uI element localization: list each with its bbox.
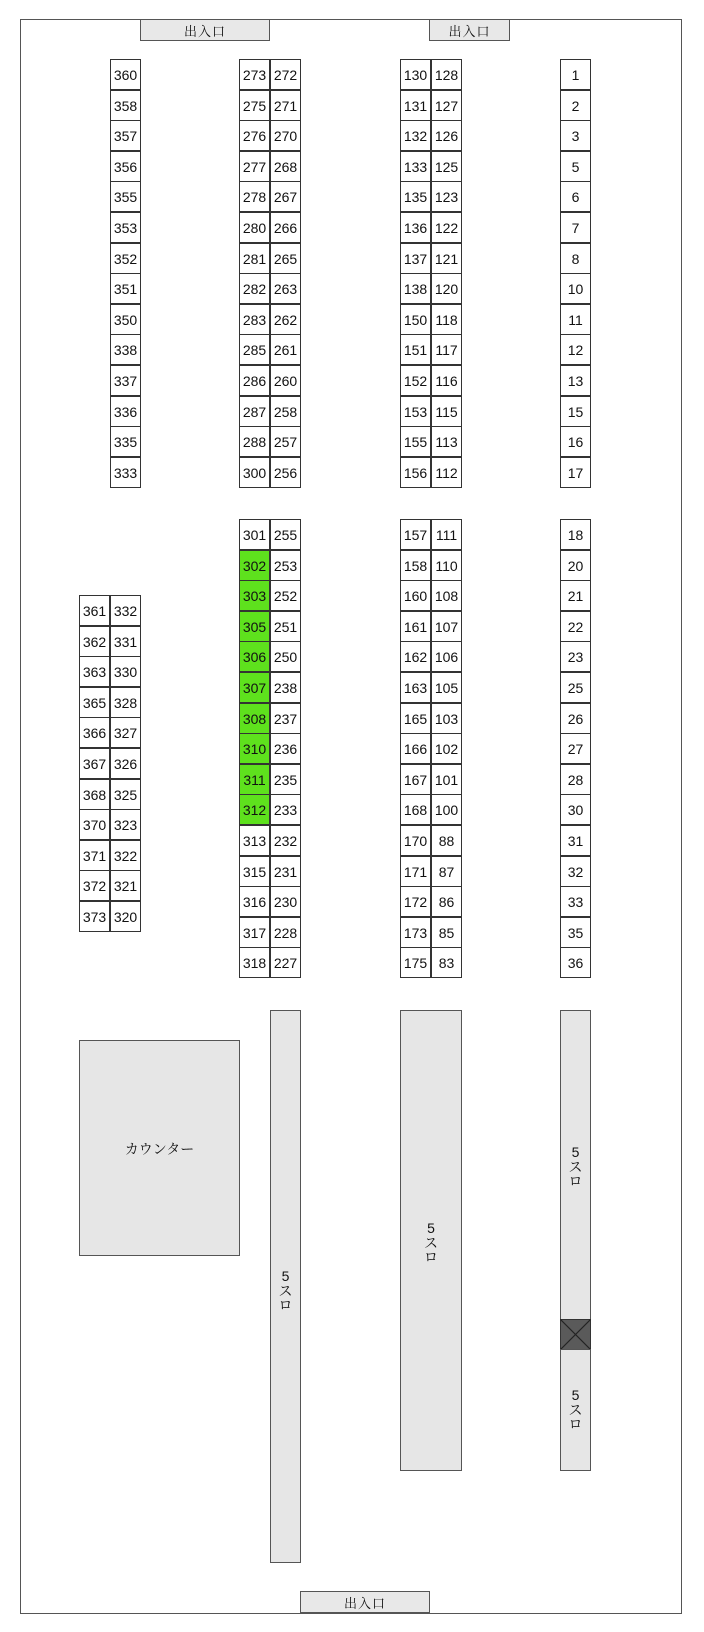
machine-318[interactable]: 318 [239, 947, 270, 978]
machine-270[interactable]: 270 [270, 120, 301, 151]
machine-317[interactable]: 317 [239, 917, 270, 948]
machine-310[interactable]: 310 [239, 733, 270, 764]
machine-236[interactable]: 236 [270, 733, 301, 764]
machine-332[interactable]: 332 [110, 595, 141, 626]
counter-label: カウンター [124, 1141, 195, 1157]
machine-158[interactable]: 158 [400, 550, 431, 581]
machine-100[interactable]: 100 [431, 794, 462, 825]
machine-355[interactable]: 355 [110, 181, 141, 212]
machine-238[interactable]: 238 [270, 672, 301, 703]
machine-286[interactable]: 286 [239, 365, 270, 396]
machine-231[interactable]: 231 [270, 856, 301, 887]
machine-160[interactable]: 160 [400, 580, 431, 611]
machine-152[interactable]: 152 [400, 365, 431, 396]
machine-83[interactable]: 83 [431, 947, 462, 978]
machine-301[interactable]: 301 [239, 519, 270, 550]
machine-127[interactable]: 127 [431, 90, 462, 121]
machine-306[interactable]: 306 [239, 641, 270, 672]
machine-102[interactable]: 102 [431, 733, 462, 764]
machine-86[interactable]: 86 [431, 886, 462, 917]
machine-15[interactable]: 15 [560, 396, 591, 427]
machine-362[interactable]: 362 [79, 626, 110, 657]
machine-232[interactable]: 232 [270, 825, 301, 856]
machine-350[interactable]: 350 [110, 304, 141, 335]
machine-28[interactable]: 28 [560, 764, 591, 795]
machine-267[interactable]: 267 [270, 181, 301, 212]
machine-278[interactable]: 278 [239, 181, 270, 212]
machine-327[interactable]: 327 [110, 717, 141, 748]
machine-358[interactable]: 358 [110, 90, 141, 121]
machine-308[interactable]: 308 [239, 703, 270, 734]
machine-115[interactable]: 115 [431, 396, 462, 427]
machine-5[interactable]: 5 [560, 151, 591, 182]
machine-12[interactable]: 12 [560, 334, 591, 365]
entrance-top-left: 出入口 [140, 19, 270, 41]
machine-336[interactable]: 336 [110, 396, 141, 427]
machine-101[interactable]: 101 [431, 764, 462, 795]
machine-27[interactable]: 27 [560, 733, 591, 764]
machine-107[interactable]: 107 [431, 611, 462, 642]
machine-337[interactable]: 337 [110, 365, 141, 396]
machine-138[interactable]: 138 [400, 273, 431, 304]
machine-165[interactable]: 165 [400, 703, 431, 734]
slot-block-right-lower-label: 5 ス ロ [568, 1387, 583, 1433]
machine-367[interactable]: 367 [79, 748, 110, 779]
machine-126[interactable]: 126 [431, 120, 462, 151]
machine-10[interactable]: 10 [560, 273, 591, 304]
machine-351[interactable]: 351 [110, 273, 141, 304]
cross-box-icon [560, 1319, 591, 1350]
machine-366[interactable]: 366 [79, 717, 110, 748]
machine-253[interactable]: 253 [270, 550, 301, 581]
machine-325[interactable]: 325 [110, 779, 141, 810]
machine-136[interactable]: 136 [400, 212, 431, 243]
machine-365[interactable]: 365 [79, 687, 110, 718]
machine-258[interactable]: 258 [270, 396, 301, 427]
machine-322[interactable]: 322 [110, 840, 141, 871]
machine-1[interactable]: 1 [560, 59, 591, 90]
machine-260[interactable]: 260 [270, 365, 301, 396]
machine-326[interactable]: 326 [110, 748, 141, 779]
machine-132[interactable]: 132 [400, 120, 431, 151]
machine-125[interactable]: 125 [431, 151, 462, 182]
machine-30[interactable]: 30 [560, 794, 591, 825]
machine-316[interactable]: 316 [239, 886, 270, 917]
machine-17[interactable]: 17 [560, 457, 591, 488]
machine-168[interactable]: 168 [400, 794, 431, 825]
machine-137[interactable]: 137 [400, 243, 431, 274]
machine-357[interactable]: 357 [110, 120, 141, 151]
machine-321[interactable]: 321 [110, 870, 141, 901]
machine-228[interactable]: 228 [270, 917, 301, 948]
machine-111[interactable]: 111 [431, 519, 462, 550]
machine-128[interactable]: 128 [431, 59, 462, 90]
machine-112[interactable]: 112 [431, 457, 462, 488]
machine-110[interactable]: 110 [431, 550, 462, 581]
machine-173[interactable]: 173 [400, 917, 431, 948]
machine-36[interactable]: 36 [560, 947, 591, 978]
machine-108[interactable]: 108 [431, 580, 462, 611]
machine-25[interactable]: 25 [560, 672, 591, 703]
machine-285[interactable]: 285 [239, 334, 270, 365]
machine-315[interactable]: 315 [239, 856, 270, 887]
machine-153[interactable]: 153 [400, 396, 431, 427]
slot-block-right-upper [560, 1010, 591, 1320]
machine-88[interactable]: 88 [431, 825, 462, 856]
machine-261[interactable]: 261 [270, 334, 301, 365]
machine-275[interactable]: 275 [239, 90, 270, 121]
entrance-top-right: 出入口 [429, 19, 510, 41]
slot-block-left [270, 1010, 301, 1563]
machine-113[interactable]: 113 [431, 426, 462, 457]
machine-161[interactable]: 161 [400, 611, 431, 642]
machine-252[interactable]: 252 [270, 580, 301, 611]
machine-171[interactable]: 171 [400, 856, 431, 887]
machine-156[interactable]: 156 [400, 457, 431, 488]
machine-131[interactable]: 131 [400, 90, 431, 121]
machine-230[interactable]: 230 [270, 886, 301, 917]
machine-166[interactable]: 166 [400, 733, 431, 764]
machine-312[interactable]: 312 [239, 794, 270, 825]
machine-167[interactable]: 167 [400, 764, 431, 795]
machine-331[interactable]: 331 [110, 626, 141, 657]
machine-323[interactable]: 323 [110, 809, 141, 840]
machine-368[interactable]: 368 [79, 779, 110, 810]
machine-155[interactable]: 155 [400, 426, 431, 457]
machine-235[interactable]: 235 [270, 764, 301, 795]
machine-300[interactable]: 300 [239, 457, 270, 488]
machine-288[interactable]: 288 [239, 426, 270, 457]
machine-121[interactable]: 121 [431, 243, 462, 274]
machine-330[interactable]: 330 [110, 656, 141, 687]
machine-262[interactable]: 262 [270, 304, 301, 335]
machine-106[interactable]: 106 [431, 641, 462, 672]
machine-263[interactable]: 263 [270, 273, 301, 304]
machine-271[interactable]: 271 [270, 90, 301, 121]
machine-268[interactable]: 268 [270, 151, 301, 182]
machine-237[interactable]: 237 [270, 703, 301, 734]
machine-2[interactable]: 2 [560, 90, 591, 121]
machine-23[interactable]: 23 [560, 641, 591, 672]
machine-333[interactable]: 333 [110, 457, 141, 488]
machine-265[interactable]: 265 [270, 243, 301, 274]
machine-356[interactable]: 356 [110, 151, 141, 182]
machine-320[interactable]: 320 [110, 901, 141, 932]
machine-302[interactable]: 302 [239, 550, 270, 581]
slot-block-left-label: 5 ス ロ [278, 1268, 293, 1314]
machine-103[interactable]: 103 [431, 703, 462, 734]
machine-123[interactable]: 123 [431, 181, 462, 212]
machine-151[interactable]: 151 [400, 334, 431, 365]
machine-282[interactable]: 282 [239, 273, 270, 304]
machine-227[interactable]: 227 [270, 947, 301, 978]
machine-8[interactable]: 8 [560, 243, 591, 274]
machine-277[interactable]: 277 [239, 151, 270, 182]
machine-361[interactable]: 361 [79, 595, 110, 626]
machine-287[interactable]: 287 [239, 396, 270, 427]
machine-133[interactable]: 133 [400, 151, 431, 182]
counter [79, 1040, 240, 1256]
machine-117[interactable]: 117 [431, 334, 462, 365]
machine-87[interactable]: 87 [431, 856, 462, 887]
machine-33[interactable]: 33 [560, 886, 591, 917]
machine-122[interactable]: 122 [431, 212, 462, 243]
machine-163[interactable]: 163 [400, 672, 431, 703]
machine-21[interactable]: 21 [560, 580, 591, 611]
machine-150[interactable]: 150 [400, 304, 431, 335]
slot-block-right-upper-label: 5 ス ロ [568, 1144, 583, 1190]
slot-block-middle-label: 5 ス ロ [424, 1220, 438, 1266]
machine-353[interactable]: 353 [110, 212, 141, 243]
machine-352[interactable]: 352 [110, 243, 141, 274]
machine-172[interactable]: 172 [400, 886, 431, 917]
machine-311[interactable]: 311 [239, 764, 270, 795]
machine-120[interactable]: 120 [431, 273, 462, 304]
unavailable-marker [560, 1319, 591, 1350]
machine-266[interactable]: 266 [270, 212, 301, 243]
machine-85[interactable]: 85 [431, 917, 462, 948]
machine-7[interactable]: 7 [560, 212, 591, 243]
machine-157[interactable]: 157 [400, 519, 431, 550]
slot-block-right-lower [560, 1349, 591, 1471]
machine-373[interactable]: 373 [79, 901, 110, 932]
machine-135[interactable]: 135 [400, 181, 431, 212]
machine-170[interactable]: 170 [400, 825, 431, 856]
machine-257[interactable]: 257 [270, 426, 301, 457]
machine-272[interactable]: 272 [270, 59, 301, 90]
machine-3[interactable]: 3 [560, 120, 591, 151]
machine-105[interactable]: 105 [431, 672, 462, 703]
machine-281[interactable]: 281 [239, 243, 270, 274]
machine-175[interactable]: 175 [400, 947, 431, 978]
machine-162[interactable]: 162 [400, 641, 431, 672]
machine-251[interactable]: 251 [270, 611, 301, 642]
machine-31[interactable]: 31 [560, 825, 591, 856]
slot-block-middle [400, 1010, 462, 1471]
machine-363[interactable]: 363 [79, 656, 110, 687]
machine-276[interactable]: 276 [239, 120, 270, 151]
machine-371[interactable]: 371 [79, 840, 110, 871]
machine-6[interactable]: 6 [560, 181, 591, 212]
machine-116[interactable]: 116 [431, 365, 462, 396]
machine-13[interactable]: 13 [560, 365, 591, 396]
machine-18[interactable]: 18 [560, 519, 591, 550]
machine-335[interactable]: 335 [110, 426, 141, 457]
machine-372[interactable]: 372 [79, 870, 110, 901]
machine-370[interactable]: 370 [79, 809, 110, 840]
machine-20[interactable]: 20 [560, 550, 591, 581]
machine-255[interactable]: 255 [270, 519, 301, 550]
machine-35[interactable]: 35 [560, 917, 591, 948]
machine-32[interactable]: 32 [560, 856, 591, 887]
machine-233[interactable]: 233 [270, 794, 301, 825]
machine-280[interactable]: 280 [239, 212, 270, 243]
machine-360[interactable]: 360 [110, 59, 141, 90]
machine-256[interactable]: 256 [270, 457, 301, 488]
machine-16[interactable]: 16 [560, 426, 591, 457]
machine-313[interactable]: 313 [239, 825, 270, 856]
machine-283[interactable]: 283 [239, 304, 270, 335]
machine-305[interactable]: 305 [239, 611, 270, 642]
machine-118[interactable]: 118 [431, 304, 462, 335]
machine-307[interactable]: 307 [239, 672, 270, 703]
machine-303[interactable]: 303 [239, 580, 270, 611]
machine-338[interactable]: 338 [110, 334, 141, 365]
machine-11[interactable]: 11 [560, 304, 591, 335]
machine-130[interactable]: 130 [400, 59, 431, 90]
machine-328[interactable]: 328 [110, 687, 141, 718]
entrance-bottom: 出入口 [300, 1591, 430, 1613]
machine-273[interactable]: 273 [239, 59, 270, 90]
machine-250[interactable]: 250 [270, 641, 301, 672]
machine-22[interactable]: 22 [560, 611, 591, 642]
machine-26[interactable]: 26 [560, 703, 591, 734]
